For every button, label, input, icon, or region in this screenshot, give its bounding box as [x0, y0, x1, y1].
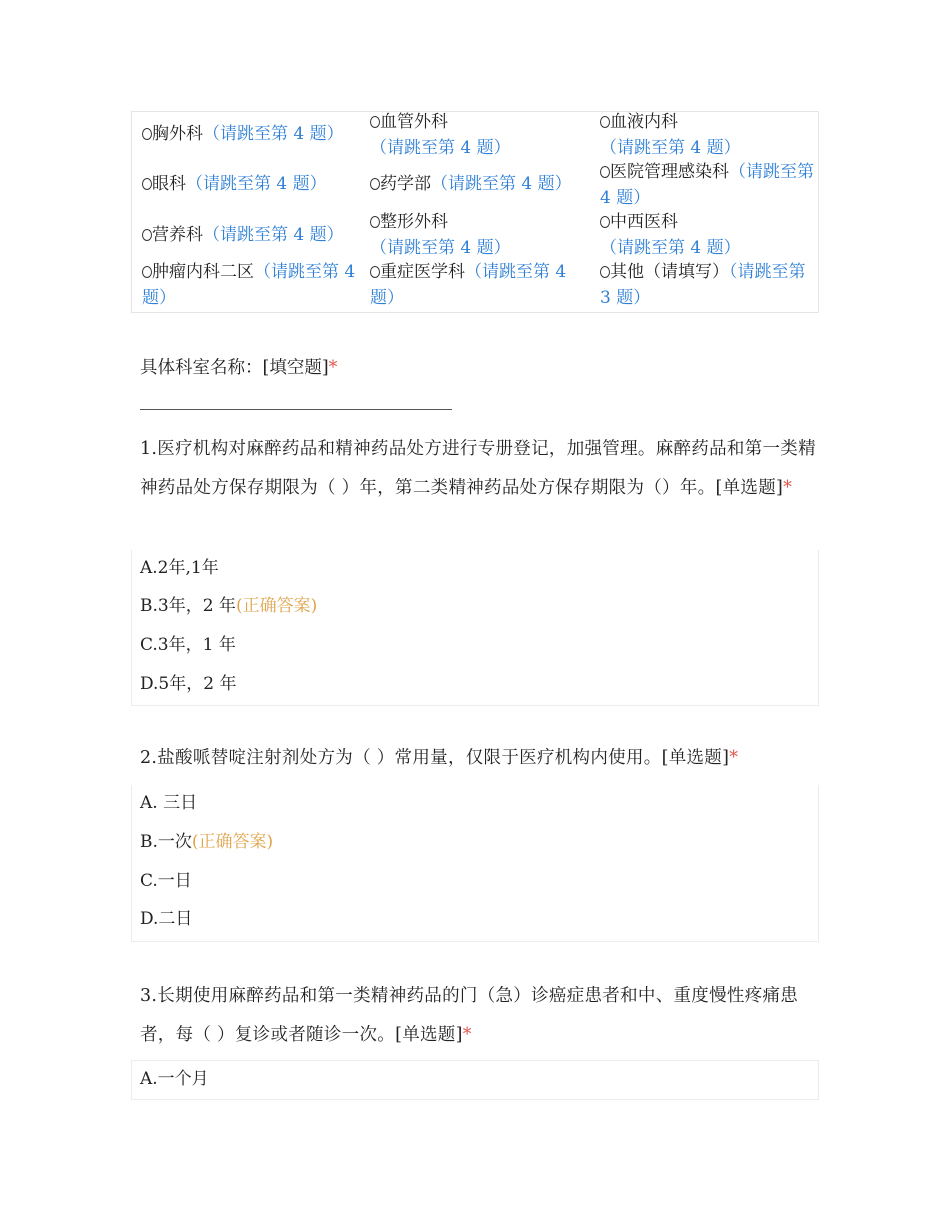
question-2	[140, 739, 830, 778]
radio-icon[interactable]	[600, 166, 610, 178]
radio-icon[interactable]	[142, 229, 152, 241]
option-a[interactable]: A.一个月	[140, 1069, 209, 1089]
option-a[interactable]: A. 三日	[140, 793, 198, 813]
option-d[interactable]: D.5年，2 年	[140, 674, 237, 694]
option-department-0[interactable]: 胸外科（请跳至第 4 题）	[142, 121, 360, 147]
option-department-7[interactable]: 整形外科（请跳至第 4 题）	[370, 212, 511, 258]
question-text: 2.盐酸哌替啶注射剂处方为（ ）常用量，仅限于医疗机构内使用。	[140, 748, 662, 768]
option-department-11[interactable]: 其他（请填写）（请跳至第 3 题）	[600, 262, 806, 308]
option-department-9[interactable]: 肿瘤内科二区（请跳至第 4 题）	[142, 262, 356, 308]
option-department-3[interactable]: 眼科（请跳至第 4 题）	[142, 171, 360, 197]
question-type: [填空题]	[262, 358, 329, 378]
question-type: [单选题]	[395, 1025, 463, 1045]
option-department-5[interactable]: 医院管理感染科（请跳至第 4 题）	[600, 162, 814, 208]
option-a[interactable]: A.2年,1年	[140, 558, 219, 578]
question-1	[140, 430, 830, 508]
radio-icon[interactable]	[370, 116, 380, 128]
required-mark: *	[729, 748, 739, 768]
radio-icon[interactable]	[370, 178, 380, 190]
radio-icon[interactable]	[370, 266, 380, 278]
department-options-table	[131, 111, 819, 313]
option-c[interactable]: C.一日	[140, 871, 192, 891]
radio-icon[interactable]	[142, 128, 152, 140]
option-department-8[interactable]: 中西医科（请跳至第 4 题）	[600, 212, 741, 258]
radio-icon[interactable]	[142, 266, 152, 278]
required-mark: *	[462, 1025, 472, 1045]
question-1-options	[131, 550, 819, 706]
radio-icon[interactable]	[600, 116, 610, 128]
fill-question-label: 具体科室名称：	[140, 358, 263, 378]
required-mark: *	[783, 478, 793, 498]
required-mark: *	[328, 358, 338, 378]
question-type: [单选题]	[715, 478, 784, 498]
radio-icon[interactable]	[600, 266, 610, 278]
question-text: 1.医疗机构对麻醉药品和精神药品处方进行专册登记，加强管理。麻醉药品和第一类精神药品处方保存期限为（ ）年，第二类精神药品处方保存期限为（）年。	[140, 439, 816, 498]
question-type: [单选题]	[661, 748, 730, 768]
radio-icon[interactable]	[370, 216, 380, 228]
question-3	[140, 977, 830, 1055]
radio-icon[interactable]	[600, 216, 610, 228]
option-department-2[interactable]: 血液内科（请跳至第 4 题）	[600, 112, 741, 158]
question-2-options	[131, 785, 819, 942]
correct-answer-tag: (正确答案)	[191, 832, 274, 852]
option-b[interactable]: B.3年，2 年(正确答案)	[140, 596, 318, 616]
radio-icon[interactable]	[142, 178, 152, 190]
fill-question	[140, 356, 337, 380]
fill-answer-line[interactable]	[140, 409, 452, 410]
question-text: 3.长期使用麻醉药品和第一类精神药品的门（急）诊癌症患者和中、重度慢性疼痛患者，每（ ）复诊或者随诊一次。	[140, 986, 799, 1045]
option-department-10[interactable]: 重症医学科（请跳至第 4 题）	[370, 262, 567, 308]
option-department-6[interactable]: 营养科（请跳至第 4 题）	[142, 222, 360, 248]
option-b[interactable]: B.一次(正确答案)	[140, 832, 274, 852]
option-c[interactable]: C.3年，1 年	[140, 635, 236, 655]
option-department-1[interactable]: 血管外科（请跳至第 4 题）	[370, 112, 511, 158]
option-department-4[interactable]: 药学部（请跳至第 4 题）	[370, 171, 586, 197]
question-3-options	[131, 1060, 819, 1100]
correct-answer-tag: (正确答案)	[235, 596, 318, 616]
option-d[interactable]: D.二日	[140, 909, 193, 929]
